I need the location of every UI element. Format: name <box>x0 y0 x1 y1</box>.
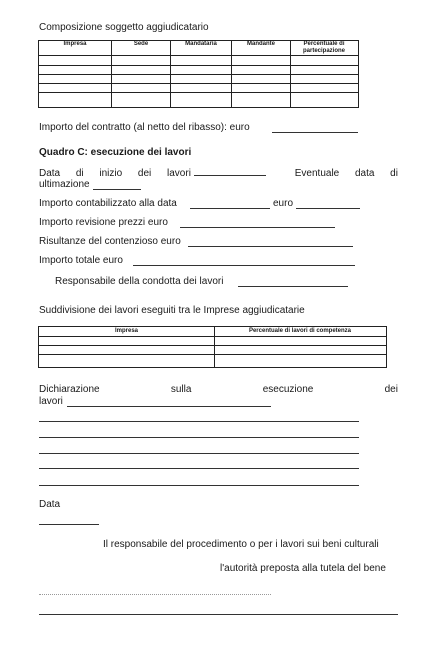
signature-field[interactable] <box>39 614 398 615</box>
word-lavori: lavori <box>167 168 191 179</box>
contenzioso-field[interactable] <box>188 246 353 247</box>
signature-line-2: l'autorità preposta alla tutela del bene <box>220 563 386 574</box>
composition-title: Composizione soggetto aggiudicatario <box>39 22 209 33</box>
signature-line-1: Il responsabile del procedimento o per i lavori sui beni culturali <box>103 539 379 550</box>
word-dei: dei <box>137 168 152 179</box>
contabilizzato-date-field[interactable] <box>190 208 270 209</box>
table-row-line <box>39 345 386 346</box>
word-data-2: data <box>354 168 375 179</box>
table-row-line <box>39 83 358 84</box>
word-esecuzione: esecuzione <box>262 384 314 395</box>
contract-amount-field[interactable] <box>272 132 358 133</box>
totale-field[interactable] <box>133 265 355 266</box>
contenzioso-label: Risultanze del contenzioso euro <box>39 236 181 247</box>
table-row-line <box>39 55 358 56</box>
suddivisione-table <box>38 326 387 368</box>
table-row-line <box>39 336 386 337</box>
dichiarazione-field-line[interactable] <box>39 485 359 486</box>
dichiarazione-field-line[interactable] <box>39 437 359 438</box>
end-date-field[interactable] <box>93 189 141 190</box>
dichiarazione-field-line[interactable] <box>39 453 359 454</box>
composition-header-mandante: Mandante <box>246 41 275 47</box>
word-eventuale: Eventuale <box>294 168 340 179</box>
composition-header-impresa: Impresa <box>63 41 87 47</box>
suddivisione-title: Suddivisione dei lavori eseguiti tra le Imprese aggiudicatarie <box>39 305 305 316</box>
suddivisione-header-percentuale: Percentuale di lavori di competenza <box>248 328 352 334</box>
word-inizio: inizio <box>99 168 123 179</box>
dichiarazione-field-line[interactable] <box>67 406 271 407</box>
word-data: Data <box>39 168 61 179</box>
totale-label: Importo totale euro <box>39 255 123 266</box>
composition-header-percentuale: Percentuale di partecipazione <box>302 41 345 54</box>
composition-table <box>38 40 359 108</box>
revisione-label: Importo revisione prezzi euro <box>39 217 168 228</box>
word-sulla: sulla <box>170 384 192 395</box>
table-row-line <box>39 92 358 93</box>
contabilizzato-label: Importo contabilizzato alla data <box>39 198 177 209</box>
signature-field[interactable] <box>39 594 271 595</box>
start-date-field[interactable] <box>194 175 266 176</box>
responsabile-condotta-field[interactable] <box>238 286 348 287</box>
dichiarazione-field-line[interactable] <box>39 421 359 422</box>
table-row-line <box>39 74 358 75</box>
data-label: Data <box>39 499 61 510</box>
contract-amount-label: Importo del contratto (al netto del ribasso): euro <box>39 122 250 133</box>
contabilizzato-euro-label: euro <box>273 198 294 209</box>
word-dei-2: dei <box>384 384 398 395</box>
contabilizzato-amount-field[interactable] <box>296 208 360 209</box>
ultimazione-label: ultimazione <box>39 179 90 190</box>
quadro-c-title: Quadro C: esecuzione dei lavori <box>39 147 192 158</box>
word-dichiarazione: Dichiarazione <box>39 384 100 395</box>
responsabile-condotta-label: Responsabile della condotta dei lavori <box>55 276 224 287</box>
table-row-line <box>39 65 358 66</box>
composition-header-mandataria: Mandataria <box>185 41 217 47</box>
dichiarazione-row <box>39 384 398 396</box>
suddivisione-header-impresa: Impresa <box>114 328 138 334</box>
word-di-2: di <box>390 168 398 179</box>
data-field[interactable] <box>39 524 99 525</box>
table-row-line <box>39 354 386 355</box>
composition-header-sede: Sede <box>133 41 149 47</box>
lavori-label: lavori <box>39 396 63 407</box>
table-divider <box>214 327 215 367</box>
dichiarazione-field-line[interactable] <box>39 468 359 469</box>
start-date-row <box>39 168 398 180</box>
revisione-field[interactable] <box>180 227 335 228</box>
word-di: di <box>75 168 84 179</box>
